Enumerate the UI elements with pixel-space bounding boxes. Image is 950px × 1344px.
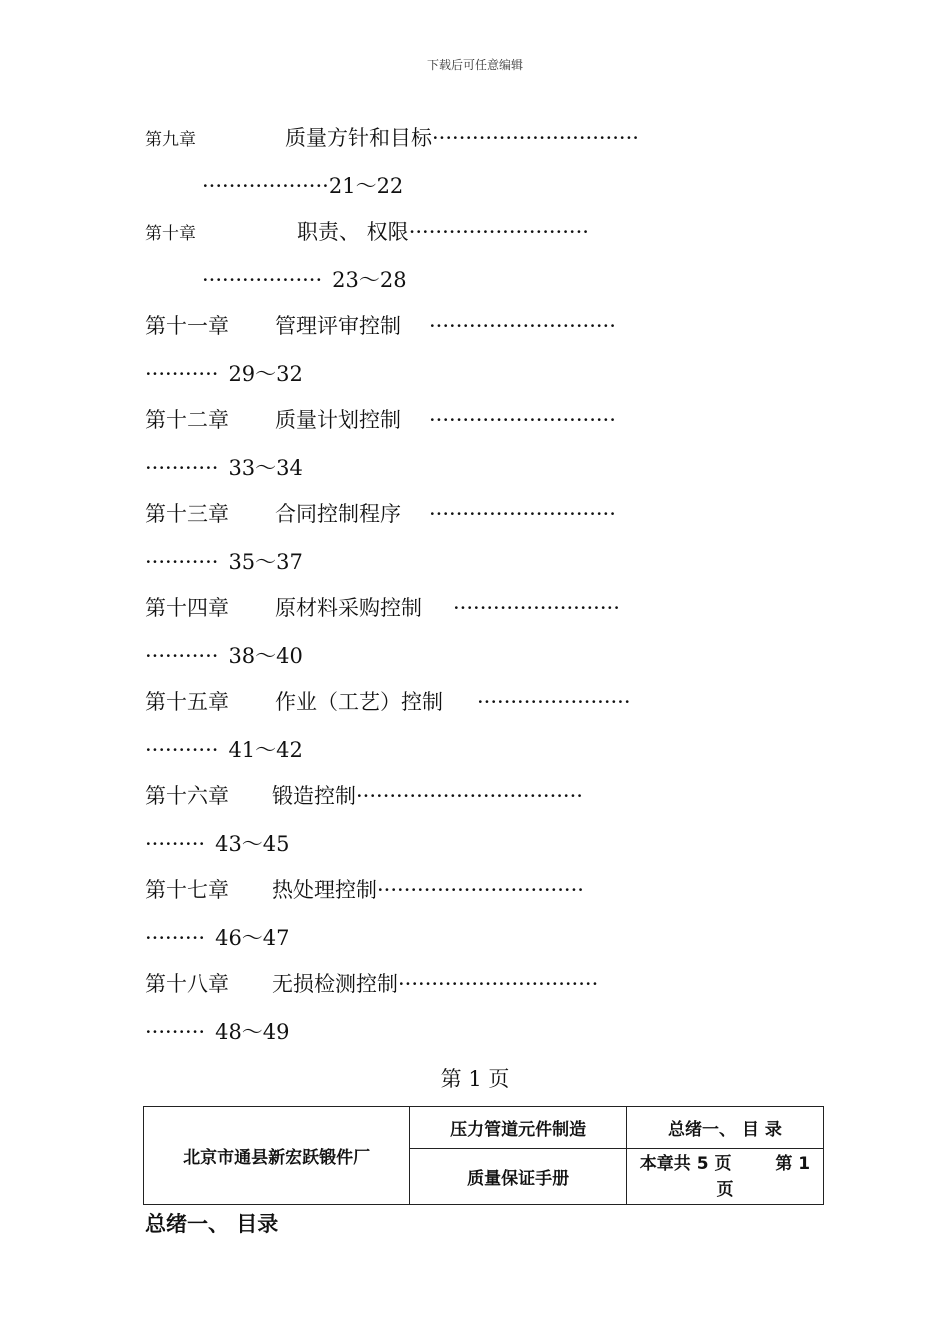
toc-entry-continuation <box>145 360 303 388</box>
toc-leader: ··························· <box>408 220 589 244</box>
toc-leader: ··········· <box>145 456 219 480</box>
toc-chapter: 第十二章 <box>145 408 229 432</box>
page-header-note: 下载后可任意编辑 <box>426 58 523 72</box>
toc-leader: ········· <box>145 832 206 856</box>
toc-pages: 46～47 <box>215 926 290 950</box>
toc-entry-continuation <box>145 1018 290 1046</box>
toc-leader: ··········· <box>145 550 219 574</box>
toc-entry <box>145 500 805 528</box>
page-count-cell <box>626 1149 823 1205</box>
toc-pages: 23～28 <box>332 268 407 292</box>
toc-chapter: 第十六章 <box>145 784 229 808</box>
section-heading: 总绪一、 目录 <box>145 1212 279 1236</box>
page-current: 第 1 页 <box>716 1153 811 1200</box>
toc-title: 管理评审控制 <box>275 314 401 338</box>
toc-entry <box>145 876 805 904</box>
toc-entry <box>145 970 805 998</box>
toc-entry <box>145 782 805 810</box>
toc-entry <box>145 312 805 340</box>
toc-chapter: 第十章 <box>145 224 196 244</box>
toc-leader: ·················· <box>202 268 323 292</box>
toc-leader: ··················· <box>202 174 329 198</box>
toc-chapter: 第九章 <box>145 130 196 150</box>
toc-title: 无损检测控制 <box>272 972 398 996</box>
toc-leader: ······························· <box>377 878 584 902</box>
toc-entry-continuation <box>145 454 303 482</box>
toc-leader: ······················· <box>477 690 631 714</box>
toc-pages: 35～37 <box>228 550 303 574</box>
toc-chapter: 第十七章 <box>145 878 229 902</box>
toc-leader: ········· <box>145 1020 206 1044</box>
toc-entry-continuation <box>145 736 303 764</box>
toc-leader: ·································· <box>356 784 583 808</box>
toc-chapter: 第十八章 <box>145 972 229 996</box>
page-number: 第 1 页 <box>440 1067 510 1091</box>
toc-title: 锻造控制 <box>272 784 356 808</box>
toc-title: 作业（工艺）控制 <box>275 690 443 714</box>
product-cell: 压力管道元件制造 <box>410 1107 627 1149</box>
toc-pages: 41～42 <box>228 738 303 762</box>
toc-chapter: 第十一章 <box>145 314 229 338</box>
toc-leader: ······························ <box>398 972 599 996</box>
toc-entry-continuation <box>145 548 303 576</box>
toc-leader: ··········· <box>145 644 219 668</box>
toc-leader: ···························· <box>429 408 616 432</box>
toc-title: 职责、 权限 <box>297 220 409 244</box>
toc-pages: 33～34 <box>228 456 303 480</box>
toc-title: 质量计划控制 <box>275 408 401 432</box>
manual-cell: 质量保证手册 <box>410 1149 627 1205</box>
toc-leader: ········· <box>145 926 206 950</box>
toc-entry-continuation <box>145 642 303 670</box>
company-name-cell: 北京市通县新宏跃锻件厂 <box>144 1107 410 1205</box>
toc-pages: 43～45 <box>215 832 290 856</box>
toc-leader: ···························· <box>429 502 616 526</box>
toc-entry-continuation <box>145 924 290 952</box>
toc-pages: 21～22 <box>328 174 404 198</box>
toc-pages: 29～32 <box>228 362 303 386</box>
toc-pages: 48～49 <box>215 1020 290 1044</box>
toc-leader: ························· <box>453 596 620 620</box>
toc-entry-continuation <box>202 172 403 200</box>
toc-leader: ······························· <box>432 126 639 150</box>
toc-leader: ···························· <box>429 314 616 338</box>
toc-title: 热处理控制 <box>272 878 377 902</box>
toc-entry <box>145 688 805 716</box>
toc-leader: ··········· <box>145 362 219 386</box>
toc-title: 合同控制程序 <box>275 502 401 526</box>
toc-leader: ··········· <box>145 738 219 762</box>
toc-chapter: 第十四章 <box>145 596 229 620</box>
toc-pages: 38～40 <box>228 644 303 668</box>
toc-entry <box>145 406 805 434</box>
toc-chapter: 第十五章 <box>145 690 229 714</box>
toc-title: 原材料采购控制 <box>275 596 422 620</box>
toc-entry <box>145 124 805 152</box>
toc-entry <box>145 594 805 622</box>
pages-total: 本章共 5 页 <box>639 1153 732 1174</box>
section-cell: 总绪一、 目 录 <box>626 1107 823 1149</box>
document-info-table <box>143 1106 824 1205</box>
toc-title: 质量方针和目标 <box>285 126 432 150</box>
toc-entry-continuation <box>202 266 407 294</box>
toc-entry <box>145 218 805 246</box>
toc-entry-continuation <box>145 830 290 858</box>
toc-chapter: 第十三章 <box>145 502 229 526</box>
